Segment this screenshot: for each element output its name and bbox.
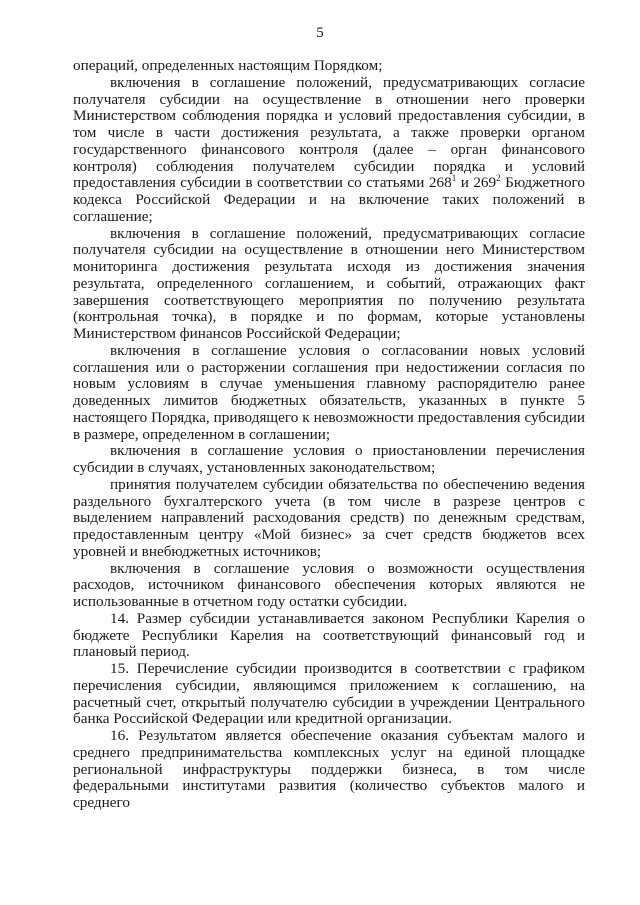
paragraph-inspection-consent-end: Бюджетного кодекса Российской Федерации и на включение таких положений в соглашение; [73,174,585,225]
superscript-1: 1 [451,173,457,184]
paragraph-inspection-consent-text: включения в соглашение положений, предусматривающих согласие получателя субсидии на осуществление в отношении него проверки Министерством соблюдения порядка и условий предоставления субсидии, в том числе в части достижения результата, а также проверки органом государственного финансового контроля (далее – орган финансового контроля) соблюдения получателем субсидии порядка и условий предоставления субсидии в соответствии со статьями 268 [73,73,585,192]
paragraph-suspension: включения в соглашение условия о приостановлении перечисления субсидии в случаях, установленных законодательством; [73,442,585,476]
paragraph-item-16: 16. Результатом является обеспечение оказания субъектам малого и среднего предпринимательства комплексных услуг на единой площадке региональной инфраструктуры поддержки бизнеса, в том числе федеральными институтами развития (количество субъектов малого и среднего [73,727,585,811]
paragraph-item-15: 15. Перечисление субсидии производится в соответствии с графиком перечисления субсидии, являющимся приложением к соглашению, на расчетный счет, открытый получателю субсидии в учреждении Центрального банка Российской Федерации или кредитной организации. [73,660,585,728]
paragraph-separate-accounting: принятия получателем субсидии обязательства по обеспечению ведения раздельного бухгалтерского учета (в том числе в разрезе центров с выделением направлений расходования средств) по денежным средствам, предоставленным центру «Мой бизнес» за счет средств бюджетов всех уровней и внебюджетных источников; [73,475,585,560]
paragraph-inspection-consent-middle: и 269 [456,174,497,192]
paragraph-monitoring-consent: включения в соглашение положений, предусматривающих согласие получателя субсидии на осуществление в отношении него Министерством мониторинга достижения результата исходя из достижения значения результата, определенного соглашением, и событий, отражающих факт завершения соответствующего мероприятия по получению результата (контрольная точка), в порядке и по формам, которые установлены Министерством финансов Российской Федерации; [73,224,585,342]
document-body [73,58,585,812]
paragraph-unused-balances: включения в соглашение условия о возможности осуществления расходов, источником финансового обеспечения которых являются не использованные в отчетном году остатки субсидии. [73,559,585,610]
paragraph-inspection-consent [73,75,585,226]
paragraph-new-conditions: включения в соглашение условия о согласовании новых условий соглашения или о расторжении соглашения при недостижении согласия по новым условиям в случае уменьшения главному распорядителю ранее доведенных лимитов бюджетных обязательств, указанных в пункте 5 настоящего Порядка, приводящего к невозможности предоставления субсидии в размере, определенном в соглашении; [73,341,585,443]
paragraph-item-14: 14. Размер субсидии устанавливается законом Республики Карелия о бюджете Республики Карелия на соответствующий финансовый год и плановый период. [73,609,585,661]
superscript-2: 2 [496,173,501,184]
page-number: 5 [316,25,324,41]
paragraph-operations-continued: операций, определенных настоящим Порядком; [73,57,383,74]
